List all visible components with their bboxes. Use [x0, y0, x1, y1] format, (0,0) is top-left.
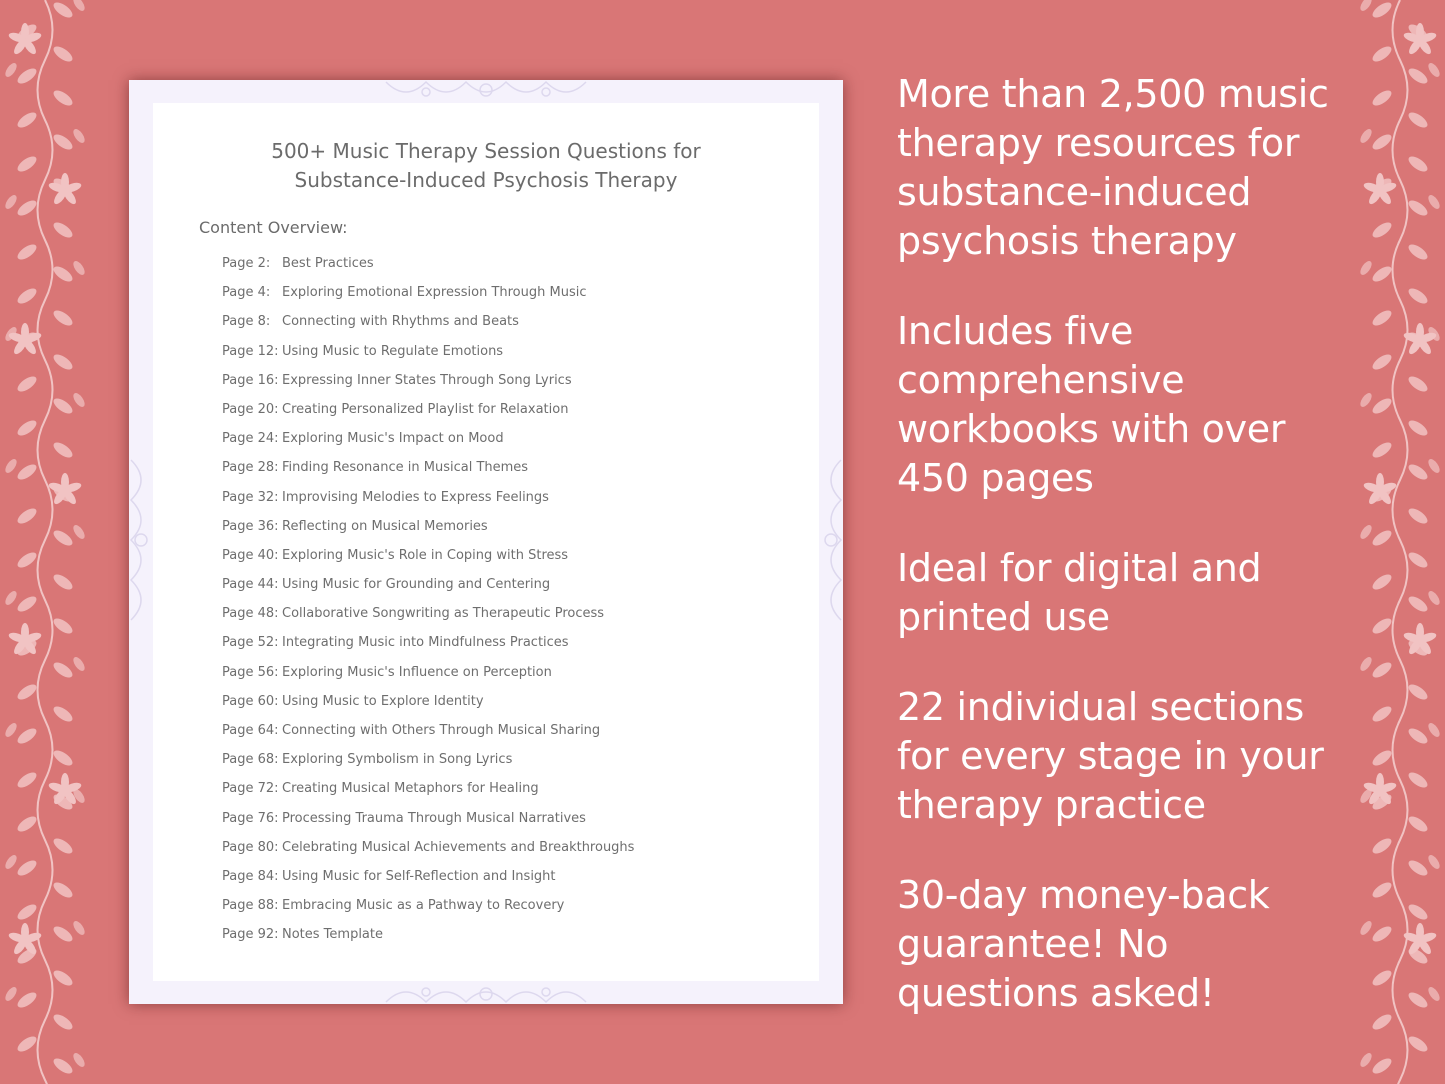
document-preview	[129, 80, 843, 1004]
toc-page-number: Page 64:	[222, 723, 279, 738]
toc-entry	[222, 750, 634, 779]
toc-page-number: Page 48:	[222, 606, 279, 622]
toc-page-number: Page 32:	[222, 489, 279, 505]
feature-item: Ideal for digital and printed use	[897, 546, 1262, 639]
toc-entry	[222, 838, 634, 867]
toc-entry	[222, 809, 634, 838]
toc-entry	[222, 312, 634, 341]
toc-entry	[222, 283, 634, 312]
toc-title: Notes Template	[282, 927, 383, 943]
toc-entry	[222, 254, 634, 283]
document-title	[153, 137, 819, 195]
toc-title: Exploring Emotional Expression Through Music	[282, 285, 587, 301]
toc-entry	[222, 429, 634, 458]
toc-title: Collaborative Songwriting as Therapeutic Process	[282, 606, 605, 622]
toc-title: Creating Musical Metaphors for Healing	[282, 781, 539, 797]
toc-page-number: Page 24:	[222, 431, 279, 447]
toc-page-number: Page 84:	[222, 868, 279, 884]
toc-title: Using Music for Self-Reflection and Insight	[282, 868, 556, 884]
toc-entry	[222, 458, 634, 487]
toc-page-number: Page 2:	[222, 256, 271, 271]
toc-entry	[222, 400, 634, 429]
content-overview-label: Content Overview:	[199, 218, 348, 237]
toc-entry	[222, 633, 634, 662]
toc-title: Connecting with Rhythms and Beats	[282, 314, 519, 330]
toc-page-number: Page 56:	[222, 664, 279, 680]
toc-title: Celebrating Musical Achievements and Breakthroughs	[282, 839, 635, 855]
toc-title: Using Music to Regulate Emotions	[282, 343, 504, 359]
toc-entry	[222, 342, 634, 371]
toc-page-number: Page 92:	[222, 927, 279, 943]
toc-page-number: Page 80:	[222, 839, 279, 855]
toc-page-number: Page 40:	[222, 547, 279, 563]
toc-title: Exploring Symbolism in Song Lyrics	[282, 752, 513, 768]
floral-vine-left-icon	[0, 0, 90, 1084]
toc-title: Reflecting on Musical Memories	[282, 518, 488, 534]
feature-list	[897, 70, 1347, 1059]
document-title-line-1: 500+ Music Therapy Session Questions for	[271, 139, 701, 163]
toc-entry	[222, 371, 634, 400]
toc-page-number: Page 16:	[222, 372, 279, 388]
toc-entry	[222, 867, 634, 896]
toc-title: Embracing Music as a Pathway to Recovery	[282, 898, 565, 914]
toc-title: Expressing Inner States Through Song Lyrics	[282, 372, 572, 388]
feature-item: 22 individual sections for every stage in your therapy practice	[897, 685, 1324, 827]
toc-title: Using Music to Explore Identity	[282, 693, 484, 709]
toc-page-number: Page 36:	[222, 518, 279, 534]
toc-page-number: Page 4:	[222, 285, 271, 301]
toc-title: Connecting with Others Through Musical Sharing	[282, 723, 601, 738]
feature-item: 30-day money-back guarantee! No questions asked!	[897, 873, 1270, 1015]
toc-title: Finding Resonance in Musical Themes	[282, 460, 529, 476]
toc-title: Exploring Music's Impact on Mood	[282, 431, 504, 447]
toc-entry	[222, 575, 634, 604]
toc-page-number: Page 28:	[222, 460, 279, 476]
toc-title: Best Practices	[282, 256, 374, 271]
toc-title: Improvising Melodies to Express Feelings	[282, 489, 549, 505]
toc-title: Using Music for Grounding and Centering	[282, 577, 551, 593]
toc-entry	[222, 779, 634, 808]
mandala-right-icon	[819, 450, 843, 630]
toc-entry	[222, 488, 634, 517]
toc-page-number: Page 88:	[222, 898, 279, 914]
floral-vine-right-icon	[1355, 0, 1445, 1084]
toc-entry	[222, 517, 634, 546]
mandala-left-icon	[129, 450, 153, 630]
toc-entry	[222, 721, 634, 750]
toc-page-number: Page 60:	[222, 693, 279, 709]
toc-title: Exploring Music's Role in Coping with Stress	[282, 547, 569, 563]
feature-item: Includes five comprehensive workbooks with over 450 pages	[897, 309, 1286, 500]
toc-entry	[222, 692, 634, 721]
toc-entry	[222, 896, 634, 925]
document-title-line-2: Substance-Induced Psychosis Therapy	[294, 168, 678, 192]
toc-page-number: Page 72:	[222, 781, 279, 797]
toc-entry	[222, 663, 634, 692]
toc-title: Processing Trauma Through Musical Narratives	[282, 810, 586, 826]
toc-page-number: Page 68:	[222, 752, 279, 768]
toc-title: Creating Personalized Playlist for Relaxation	[282, 401, 569, 417]
toc-page-number: Page 8:	[222, 314, 271, 330]
toc-entry	[222, 604, 634, 633]
mandala-top-icon	[376, 80, 596, 104]
toc-title: Integrating Music into Mindfulness Practices	[282, 635, 569, 651]
toc-page-number: Page 76:	[222, 810, 279, 826]
document-page	[153, 103, 819, 981]
toc-entry	[222, 925, 634, 954]
toc-page-number: Page 44:	[222, 577, 279, 593]
toc-page-number: Page 52:	[222, 635, 279, 651]
toc-entry	[222, 546, 634, 575]
toc-page-number: Page 12:	[222, 343, 279, 359]
table-of-contents	[222, 254, 634, 955]
mandala-bottom-icon	[376, 980, 596, 1004]
toc-page-number: Page 20:	[222, 401, 279, 417]
feature-item: More than 2,500 music therapy resources for substance-induced psychosis therapy	[897, 72, 1329, 263]
toc-title: Exploring Music's Influence on Perception	[282, 664, 552, 680]
